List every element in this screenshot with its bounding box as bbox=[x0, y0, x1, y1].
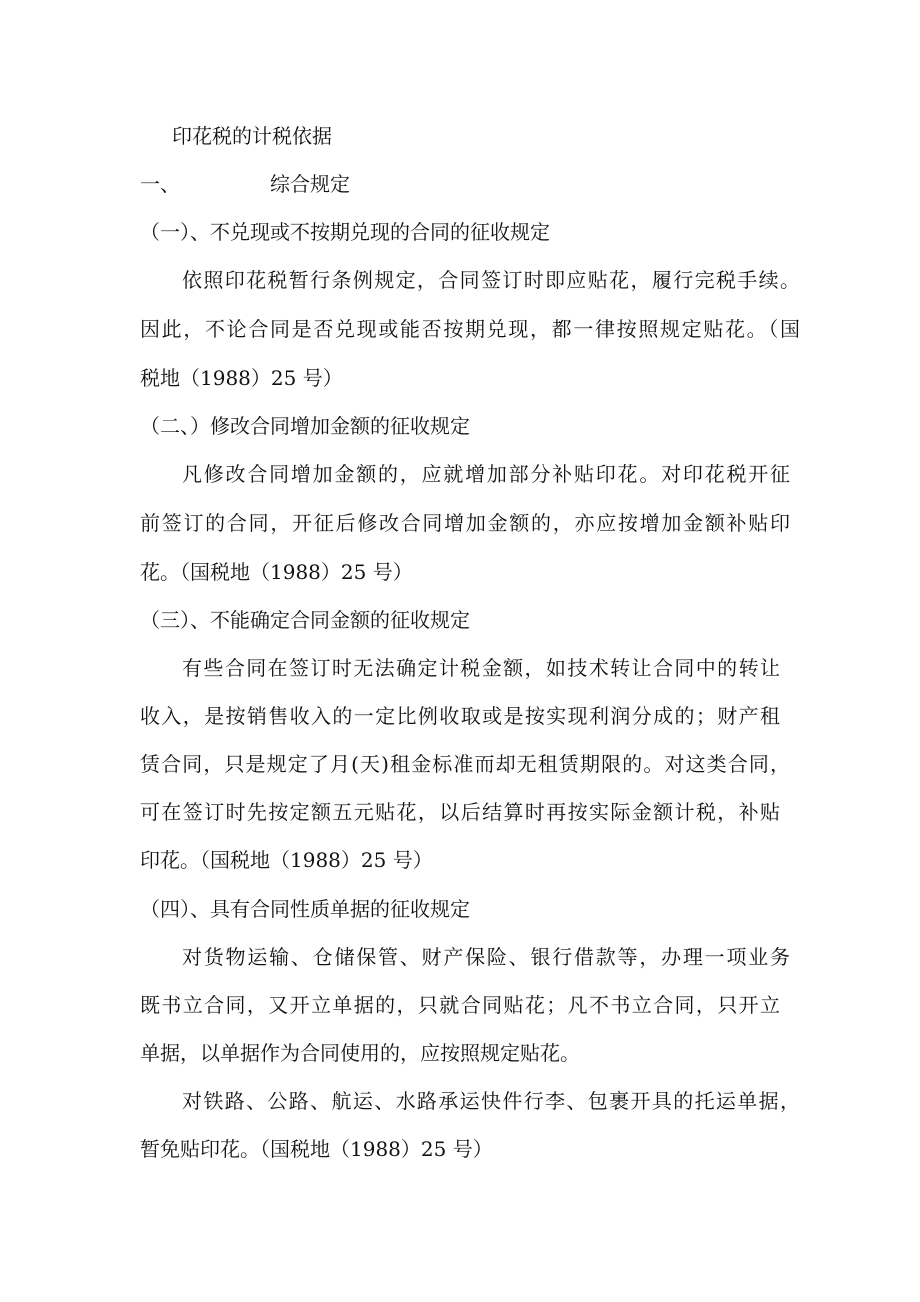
subsection-heading-2: （二、）修改合同增加金额的征收规定 bbox=[140, 414, 470, 438]
paragraph-line: 花。（国税地（1988）25 号） bbox=[140, 560, 413, 584]
paragraph-line: 前签订的合同，开征后修改合同增加金额的，亦应按增加金额补贴印 bbox=[140, 511, 790, 535]
section-heading: 综合规定 bbox=[270, 172, 350, 196]
paragraph-line: 对货物运输、仓储保管、财产保险、银行借款等，办理一项业务 bbox=[182, 945, 790, 969]
paragraph-line: 既书立合同，又开立单据的，只就合同贴花；凡不书立合同，只开立 bbox=[140, 993, 780, 1017]
paragraph-line: 对铁路、公路、航运、水路承运快件行李、包裹开具的托运单据， bbox=[182, 1089, 800, 1113]
subsection-heading-3: （三）、不能确定合同金额的征收规定 bbox=[140, 608, 470, 632]
subsection-heading-1: （一）、不兑现或不按期兑现的合同的征收规定 bbox=[140, 220, 550, 244]
section-number: 一、 bbox=[140, 172, 180, 196]
paragraph-line: 有些合同在签订时无法确定计税金额，如技术转让合同中的转让 bbox=[182, 656, 780, 680]
paragraph-line: 暂免贴印花。（国税地（1988）25 号） bbox=[140, 1137, 493, 1161]
paragraph-line: 收入，是按销售收入的一定比例收取或是按实现利润分成的；财产租 bbox=[140, 704, 780, 728]
paragraph-line: 可在签订时先按定额五元贴花，以后结算时再按实际金额计税，补贴 bbox=[140, 800, 780, 824]
paragraph-line: 赁合同，只是规定了月(天)租金标准而却无租赁期限的。对这类合同， bbox=[140, 752, 790, 776]
document-title: 印花税的计税依据 bbox=[172, 124, 332, 148]
paragraph-line: 印花。（国税地（1988）25 号） bbox=[140, 848, 433, 872]
paragraph-line: 单据，以单据作为合同使用的，应按照规定贴花。 bbox=[140, 1041, 580, 1065]
paragraph-line: 因此，不论合同是否兑现或能否按期兑现，都一律按照规定贴花。（国 bbox=[140, 317, 800, 341]
paragraph-line: 依照印花税暂行条例规定，合同签订时即应贴花，履行完税手续。 bbox=[182, 268, 800, 292]
paragraph-line: 凡修改合同增加金额的，应就增加部分补贴印花。对印花税开征 bbox=[182, 462, 790, 486]
paragraph-line: 税地（1988）25 号） bbox=[140, 366, 343, 390]
subsection-heading-4: （四）、具有合同性质单据的征收规定 bbox=[140, 897, 470, 921]
